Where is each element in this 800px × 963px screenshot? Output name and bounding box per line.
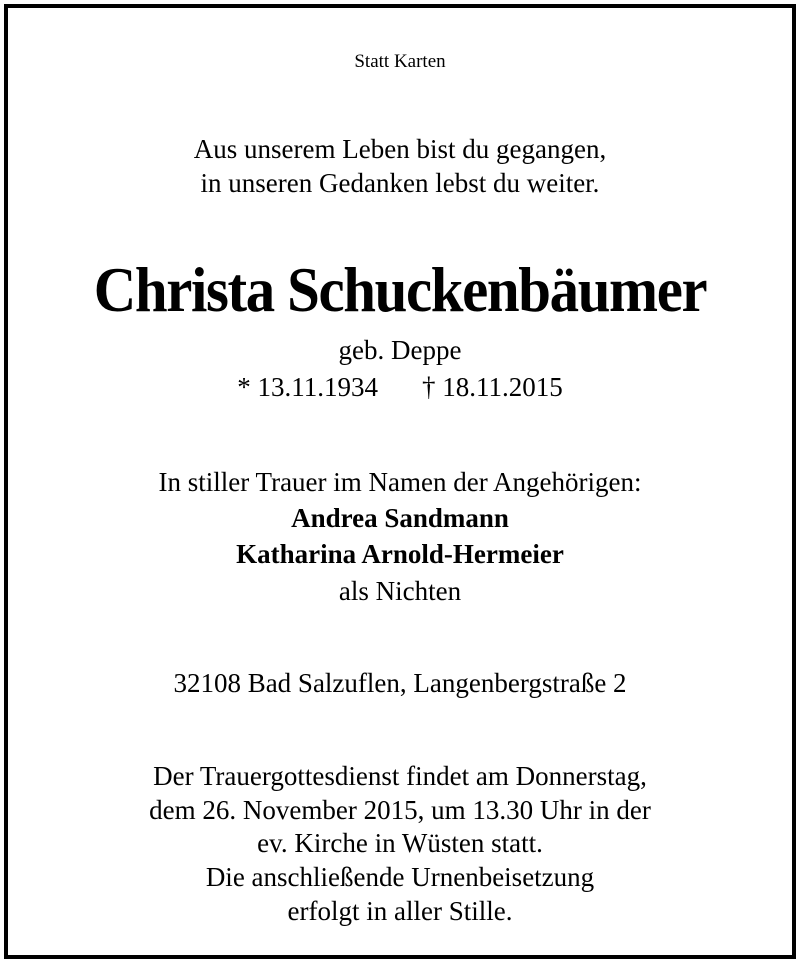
service-line-4: Die anschließende Urnenbeisetzung xyxy=(205,862,595,892)
mourner-name: Katharina Arnold-Hermeier xyxy=(236,539,564,569)
death-date: † 18.11.2015 xyxy=(422,372,563,402)
service-line-2: dem 26. November 2015, um 13.30 Uhr in der xyxy=(149,795,651,825)
mourners-relation: als Nichten xyxy=(338,576,462,606)
birth-name: geb. Deppe xyxy=(338,335,462,365)
service-line-1: Der Trauergottesdienst findet am Donnerstag, xyxy=(153,761,647,791)
life-dates xyxy=(8,374,792,401)
header-label: Statt Karten xyxy=(354,51,446,72)
obituary-notice xyxy=(4,4,796,959)
verse-line-1: Aus unserem Leben bist du gegangen, xyxy=(193,134,607,164)
service-line-5: erfolgt in aller Stille. xyxy=(287,896,513,926)
service-line-3: ev. Kirche in Wüsten statt. xyxy=(257,828,543,858)
verse-line-2: in unseren Gedanken lebst du weiter. xyxy=(200,168,600,198)
mourner-name: Andrea Sandmann xyxy=(291,503,509,533)
mourners-intro: In stiller Trauer im Namen der Angehörigen: xyxy=(158,467,642,497)
deceased-name: Christa Schuckenbäumer xyxy=(93,254,707,325)
birth-date: * 13.11.1934 xyxy=(237,372,378,402)
address: 32108 Bad Salzuflen, Langenbergstraße 2 xyxy=(173,668,627,698)
